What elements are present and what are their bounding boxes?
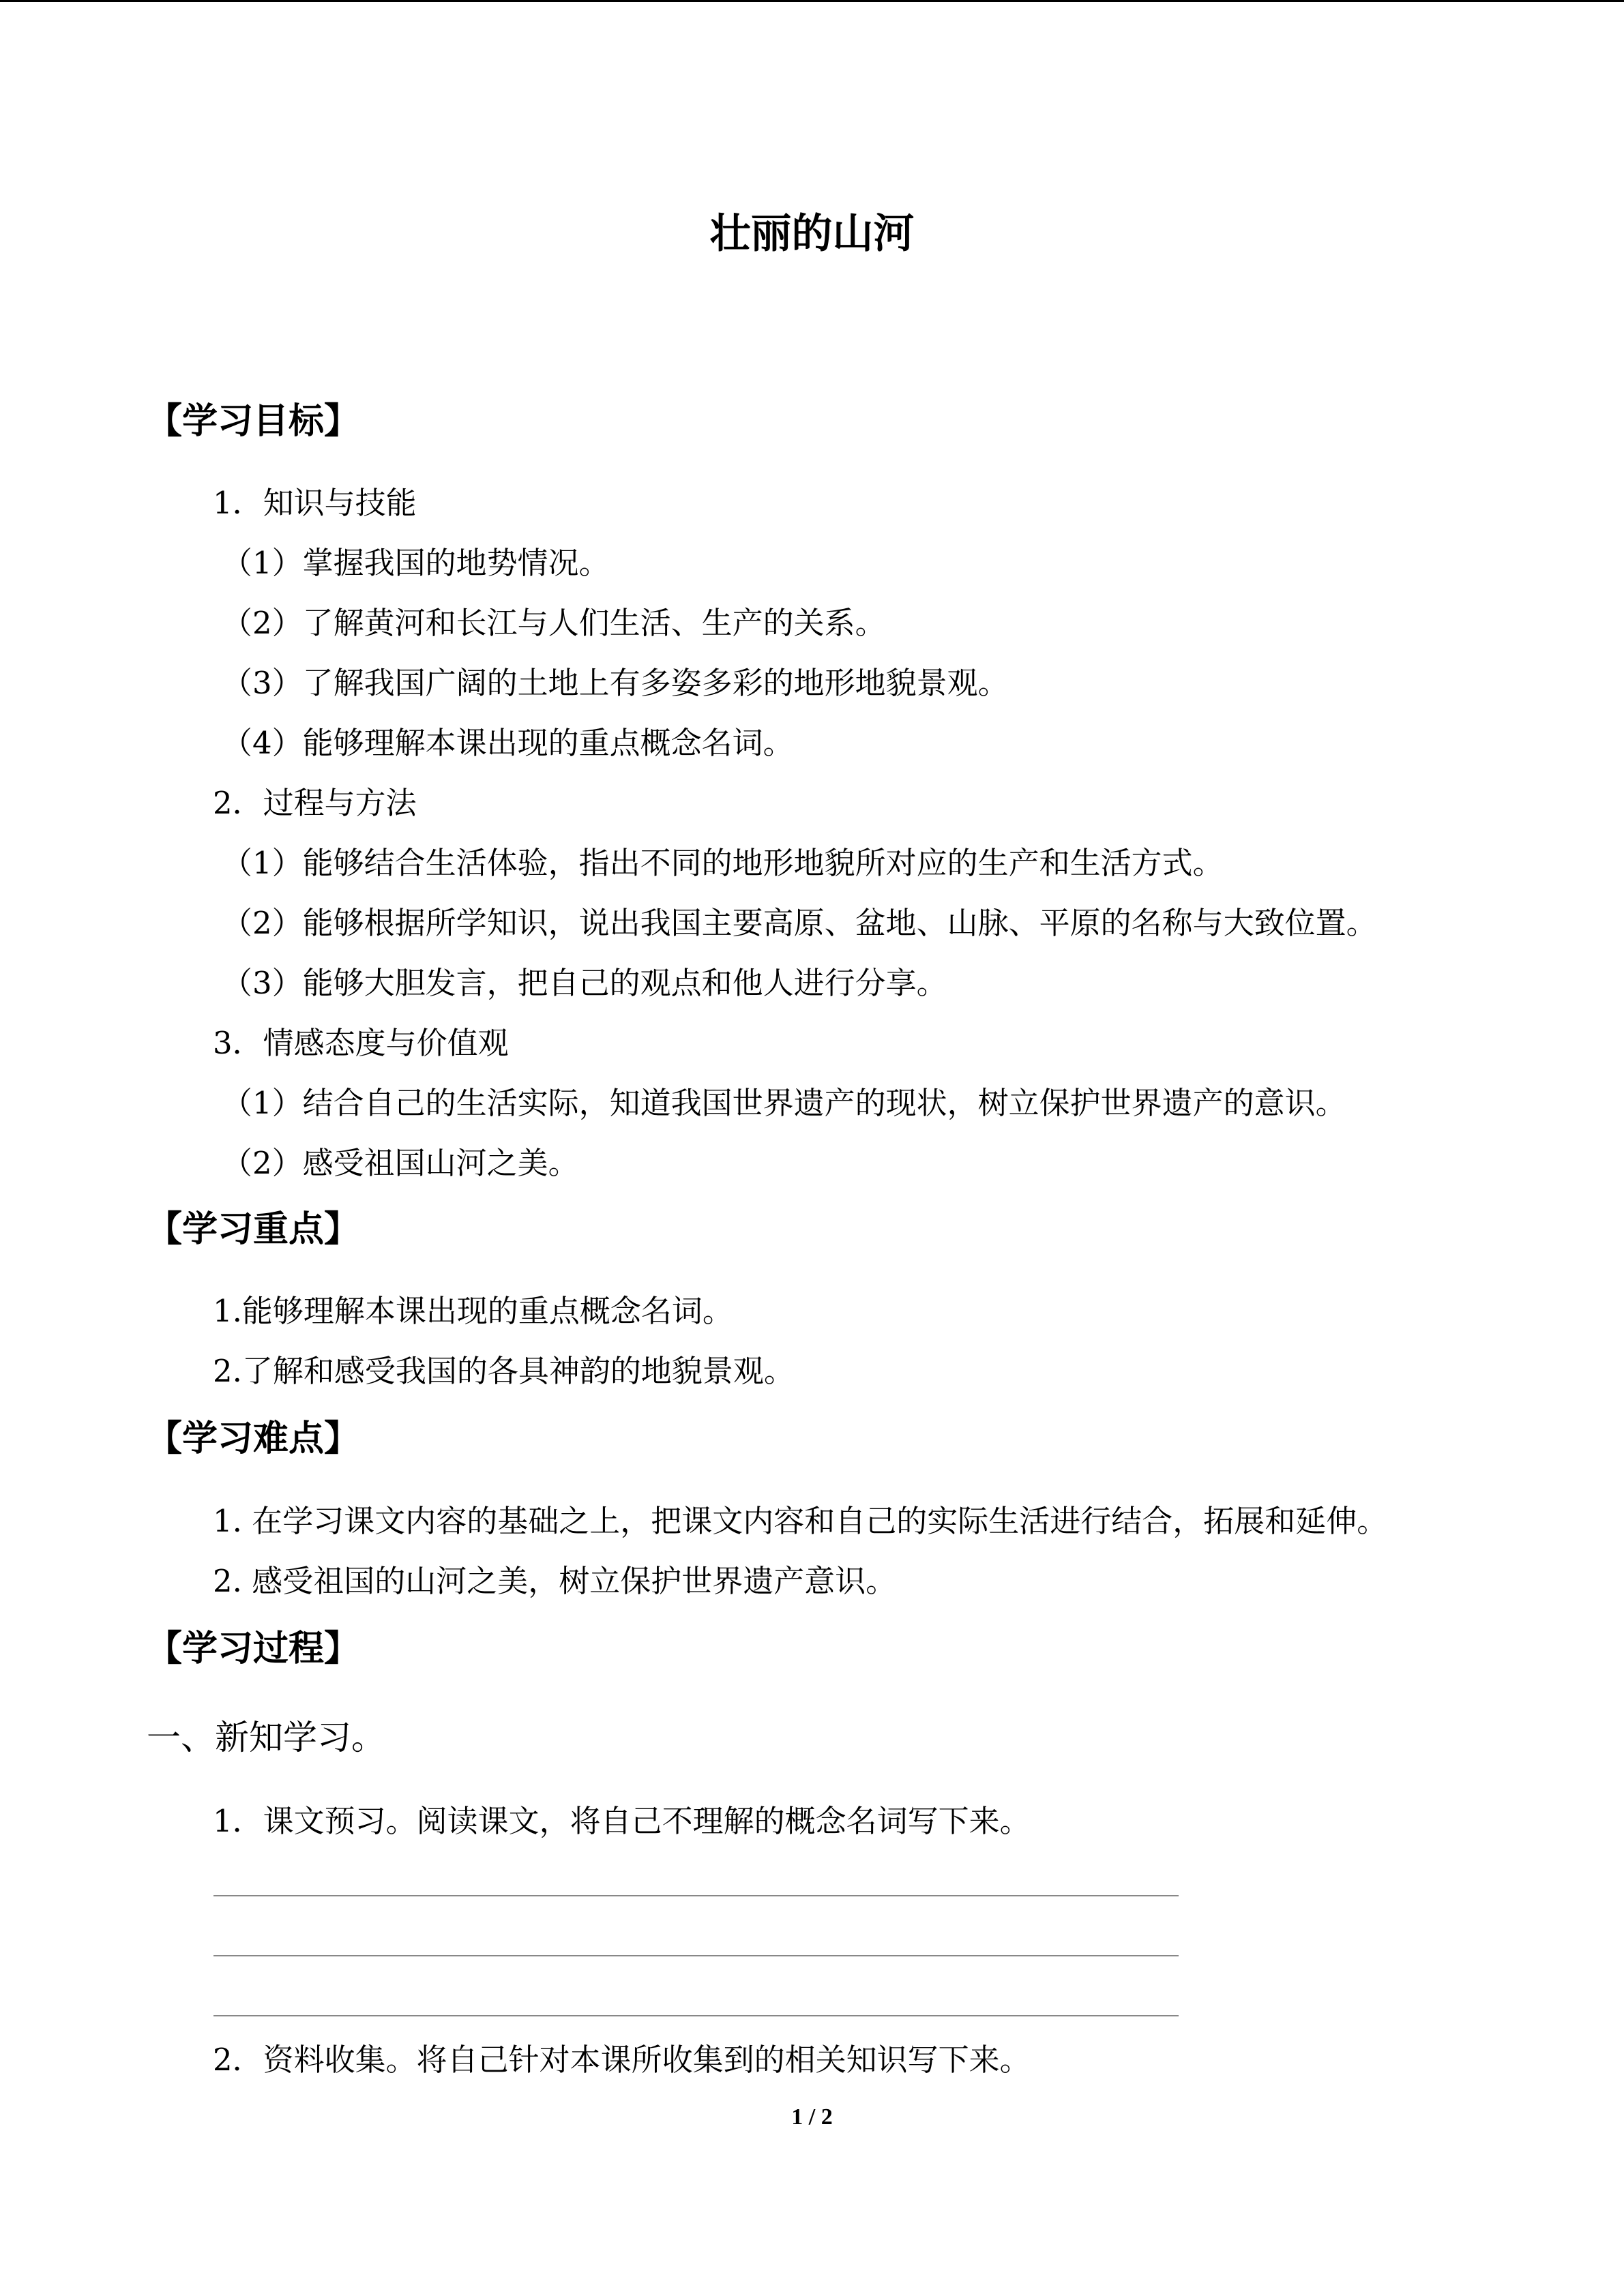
objective-subheading: 2．过程与方法 xyxy=(213,785,417,821)
answer-line xyxy=(213,2015,1179,2016)
objective-item: （1）能够结合生活体验，指出不同的地形地貌所对应的生产和生活方式。 xyxy=(222,845,1224,881)
section-heading-key-points: 【学习重点】 xyxy=(147,1209,360,1250)
objective-item: （3）了解我国广阔的土地上有多姿多彩的地形地貌景观。 xyxy=(222,665,1009,701)
objective-subheading: 1．知识与技能 xyxy=(213,485,417,521)
answer-line xyxy=(213,1955,1179,1956)
section-heading-process: 【学习过程】 xyxy=(147,1628,360,1669)
difficulty-item: 2. 感受祖国的山河之美，树立保护世界遗产意识。 xyxy=(213,1563,897,1599)
key-point-item: 1.能够理解本课出现的重点概念名词。 xyxy=(213,1293,733,1329)
objective-subheading: 3．情感态度与价值观 xyxy=(213,1025,509,1061)
objective-item: （2）了解黄河和长江与人们生活、生产的关系。 xyxy=(222,605,886,641)
section-heading-difficulties: 【学习难点】 xyxy=(147,1418,360,1459)
objective-item: （3）能够大胆发言，把自己的观点和他人进行分享。 xyxy=(222,965,947,1001)
page-number: 1 / 2 xyxy=(791,2104,833,2130)
key-point-item: 2.了解和感受我国的各具神韵的地貌景观。 xyxy=(213,1353,795,1389)
objective-item: （1）结合自己的生活实际，知道我国世界遗产的现状，树立保护世界遗产的意识。 xyxy=(222,1085,1346,1121)
objective-item: （4）能够理解本课出现的重点概念名词。 xyxy=(222,725,794,761)
objective-item: （2）能够根据所学知识，说出我国主要高原、盆地、山脉、平原的名称与大致位置。 xyxy=(222,905,1377,941)
objective-item: （1）掌握我国的地势情况。 xyxy=(222,545,610,581)
process-task: 1．课文预习。阅读课文，将自己不理解的概念名词写下来。 xyxy=(213,1803,1031,1839)
page-title: 壮丽的山河 xyxy=(709,210,915,258)
objective-item: （2）感受祖国山河之美。 xyxy=(222,1145,579,1181)
difficulty-item: 1. 在学习课文内容的基础之上，把课文内容和自己的实际生活进行结合，拓展和延伸。 xyxy=(213,1503,1388,1539)
answer-line xyxy=(213,1895,1179,1896)
section-heading-objectives: 【学习目标】 xyxy=(147,401,360,442)
process-part-heading: 一、新知学习。 xyxy=(147,1718,385,1757)
process-task: 2．资料收集。将自己针对本课所收集到的相关知识写下来。 xyxy=(213,2042,1031,2078)
